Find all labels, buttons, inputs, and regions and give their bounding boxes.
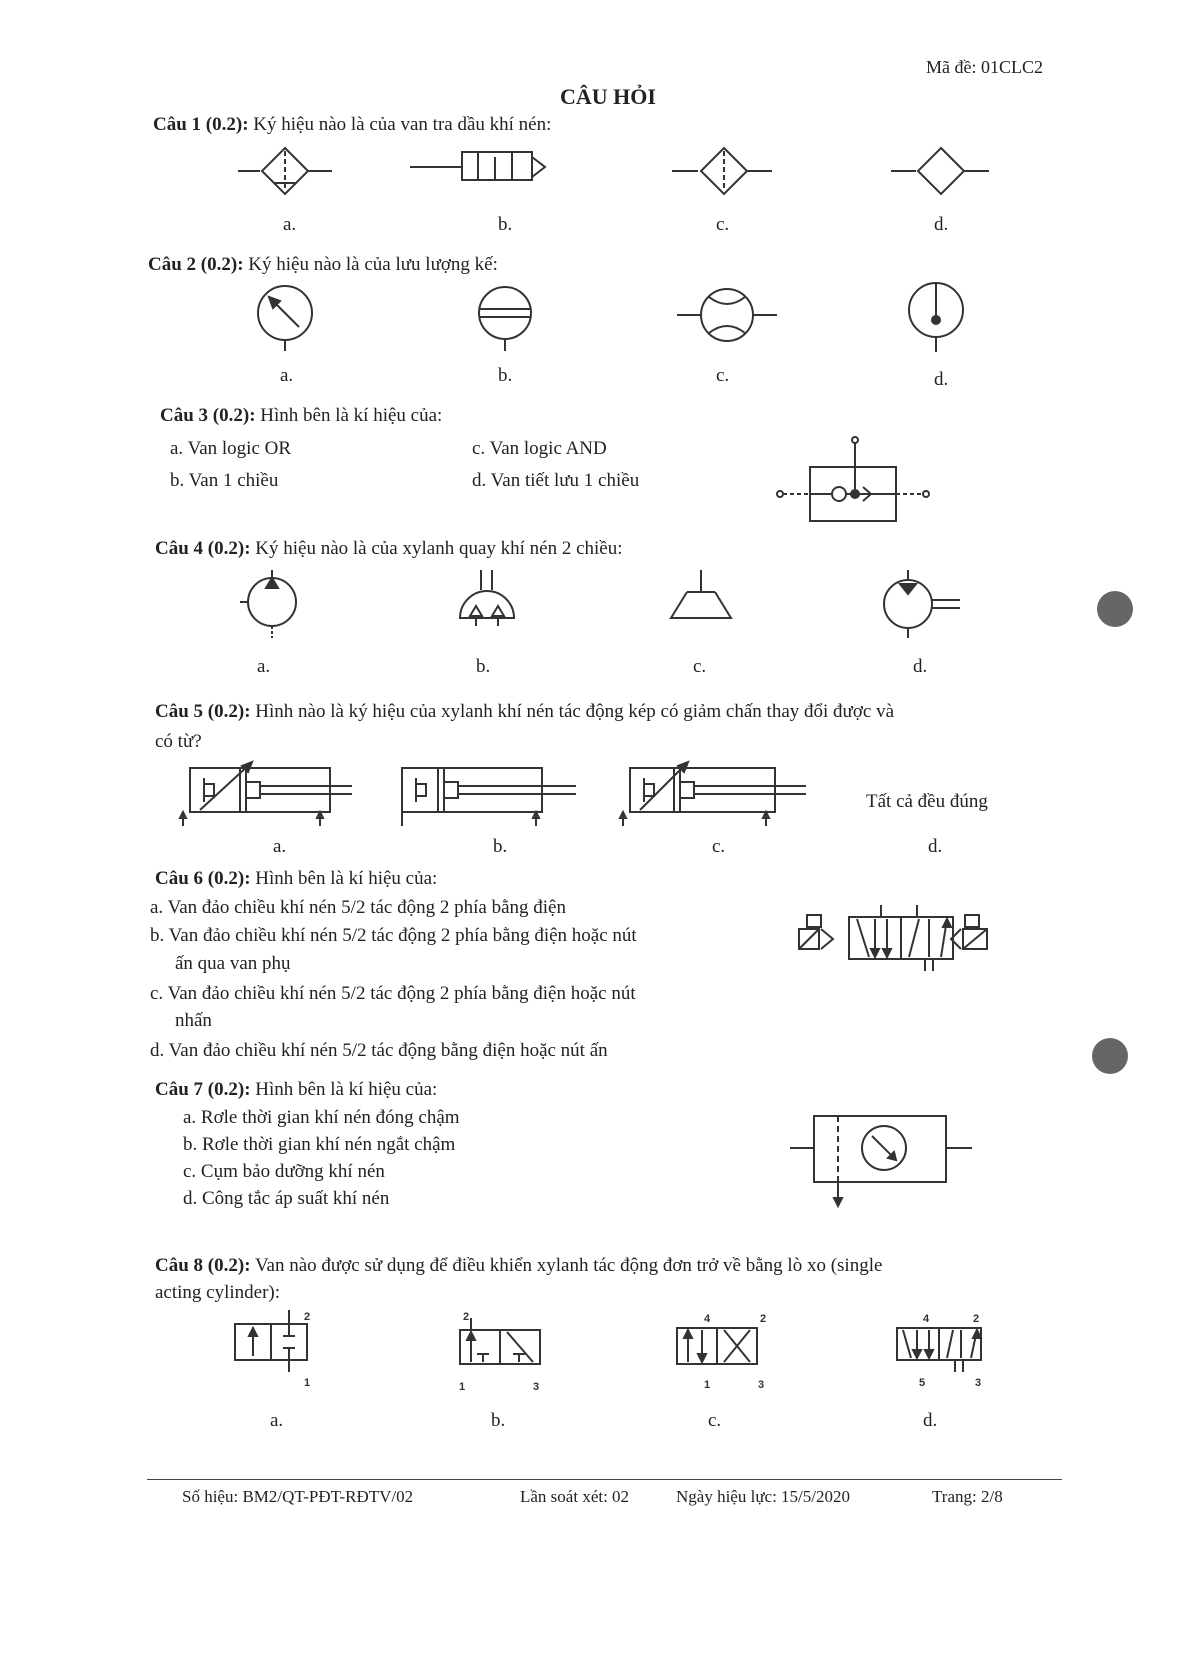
q8a-port-2: 2 — [304, 1311, 311, 1323]
rotary-actuator-symbol-b — [456, 570, 526, 636]
question-2 — [148, 254, 498, 276]
q8b-port-2: 2 — [463, 1311, 470, 1323]
question-2-label: Câu 2 (0.2): — [148, 254, 244, 275]
question-8 — [155, 1255, 882, 1277]
q3-option-a: a. Van logic OR — [170, 438, 292, 459]
q8-option-d: d. — [923, 1410, 938, 1431]
question-4-label: Câu 4 (0.2): — [155, 538, 251, 559]
cylinder-symbol-a — [180, 760, 360, 830]
question-3-label: Câu 3 (0.2): — [160, 405, 256, 426]
q8c-port-4: 4 — [704, 1313, 711, 1325]
q6-option-c-cont: nhấn — [175, 1010, 212, 1031]
q4-option-a: a. — [257, 656, 271, 677]
q8-option-c: c. — [708, 1410, 722, 1431]
q8a-port-1: 1 — [304, 1377, 311, 1389]
question-7 — [155, 1079, 437, 1101]
q4-option-b: b. — [476, 656, 491, 677]
valve-3-2-symbol-b — [455, 1310, 555, 1393]
pressure-gauge-symbol-a — [255, 285, 325, 355]
thermometer-symbol-d — [906, 280, 976, 376]
q4-option-c: c. — [693, 656, 707, 677]
q7-option-c: c. Cụm bảo dưỡng khí nén — [183, 1161, 385, 1182]
suction-cup-symbol-c — [669, 570, 739, 630]
pump-symbol-d — [876, 570, 966, 640]
cylinder-symbol-b — [396, 760, 586, 830]
q6-option-c: c. Van đảo chiều khí nén 5/2 tác động 2 phía bằng điện hoặc nút — [150, 983, 636, 1004]
q1-option-c: c. — [716, 214, 730, 235]
lubricator-symbol-a — [238, 145, 338, 203]
question-3 — [160, 405, 442, 427]
question-1-text: Ký hiệu nào là của van tra dầu khí nén: — [248, 114, 552, 135]
solenoid-valve-5-2-symbol — [797, 905, 997, 975]
question-7-text: Hình bên là kí hiệu của: — [250, 1079, 438, 1100]
punch-hole-top — [1097, 591, 1133, 627]
question-4-text: Ký hiệu nào là của xylanh quay khí nén 2 chiều: — [250, 538, 623, 559]
question-8-line2: acting cylinder): — [155, 1282, 281, 1303]
question-4 — [155, 538, 623, 560]
page-title: CÂU HỎI — [560, 84, 656, 109]
q8-option-b: b. — [491, 1410, 506, 1431]
q7-option-a: a. Rơle thời gian khí nén đóng chậm — [183, 1107, 460, 1128]
q3-option-b: b. Van 1 chiều — [170, 470, 279, 491]
valve-5-2-symbol-d — [895, 1310, 995, 1390]
q1-option-a: a. — [283, 214, 297, 235]
q2-option-d: d. — [934, 369, 949, 390]
q8c-port-1: 1 — [704, 1379, 711, 1391]
footer-effective-date: Ngày hiệu lực: 15/5/2020 — [676, 1487, 850, 1506]
pressure-switch-symbol — [790, 1112, 980, 1212]
q8b-port-3: 3 — [533, 1381, 540, 1393]
footer-divider — [147, 1479, 1062, 1480]
q3-option-c: c. Van logic AND — [472, 438, 607, 459]
q3-option-d: d. Van tiết lưu 1 chiều — [472, 470, 640, 491]
question-8-label: Câu 8 (0.2): — [155, 1255, 251, 1276]
q2-option-b: b. — [498, 365, 513, 386]
q1-option-b: b. — [498, 214, 513, 235]
q4-option-d: d. — [913, 656, 928, 677]
question-6 — [155, 868, 437, 890]
footer-page-number: Trang: 2/8 — [932, 1487, 1003, 1506]
cylinder-symbol-c — [620, 760, 810, 830]
flow-indicator-symbol-c — [677, 285, 777, 351]
q5-option-a: a. — [273, 836, 287, 857]
punch-hole-bottom — [1092, 1038, 1128, 1074]
heat-exchanger-symbol-d — [891, 145, 991, 203]
q8d-port-5: 5 — [919, 1377, 926, 1389]
question-8-text: Van nào được sử dụng để điều khiển xylanh tác động đơn trở về bằng lò xo (single — [250, 1255, 883, 1276]
question-5-text: Hình nào là ký hiệu của xylanh khí nén tác động kép có giảm chấn thay đổi được và — [250, 701, 894, 722]
question-7-label: Câu 7 (0.2): — [155, 1079, 251, 1100]
question-2-text: Ký hiệu nào là của lưu lượng kế: — [243, 254, 498, 275]
q8d-port-4: 4 — [923, 1313, 930, 1325]
q5-option-c: c. — [712, 836, 726, 857]
question-1-label: Câu 1 (0.2): — [153, 114, 249, 135]
q8d-port-3: 3 — [975, 1377, 982, 1389]
q8d-port-2: 2 — [973, 1313, 980, 1325]
q1-option-d: d. — [934, 214, 949, 235]
q8c-port-2: 2 — [760, 1313, 767, 1325]
flow-meter-symbol-b — [477, 285, 547, 355]
valve-2-2-symbol-a — [230, 1310, 330, 1390]
q6-option-d: d. Van đảo chiều khí nén 5/2 tác động bằng điện hoặc nút ấn — [150, 1040, 608, 1061]
q5-option-d-text: Tất cả đều đúng — [866, 791, 988, 812]
question-6-text: Hình bên là kí hiệu của: — [250, 868, 438, 889]
footer-revision: Lần soát xét: 02 — [520, 1487, 630, 1506]
motor-symbol-a — [240, 570, 310, 640]
question-5-label: Câu 5 (0.2): — [155, 701, 251, 722]
q7-option-d: d. Công tắc áp suất khí nén — [183, 1188, 390, 1209]
q8c-port-3: 3 — [758, 1379, 765, 1391]
q5-option-d: d. — [928, 836, 943, 857]
q6-option-a: a. Van đảo chiều khí nén 5/2 tác động 2 phía bằng điện — [150, 897, 566, 918]
q7-option-b: b. Rơle thời gian khí nén ngắt chậm — [183, 1134, 456, 1155]
valve-4-2-symbol-c — [672, 1310, 772, 1390]
question-3-text: Hình bên là kí hiệu của: — [255, 405, 443, 426]
question-6-label: Câu 6 (0.2): — [155, 868, 251, 889]
question-5 — [155, 701, 894, 723]
question-5-line2: có từ? — [155, 731, 202, 752]
q6-option-b: b. Van đảo chiều khí nén 5/2 tác động 2 phía bằng điện hoặc nút — [150, 925, 637, 946]
q2-option-a: a. — [280, 365, 294, 386]
logic-valve-symbol — [775, 432, 935, 528]
footer-document-code: Số hiệu: BM2/QT-PĐT-RĐTV/02 — [182, 1487, 414, 1506]
question-1 — [153, 114, 551, 136]
silencer-symbol-b — [410, 147, 570, 187]
exam-code: Mã đề: 01CLC2 — [926, 57, 1043, 77]
q6-option-b-cont: ấn qua van phụ — [175, 953, 291, 974]
q8b-port-1: 1 — [459, 1381, 466, 1393]
q2-option-c: c. — [716, 365, 730, 386]
q5-option-b: b. — [493, 836, 508, 857]
filter-symbol-c — [672, 145, 772, 203]
q8-option-a: a. — [270, 1410, 284, 1431]
